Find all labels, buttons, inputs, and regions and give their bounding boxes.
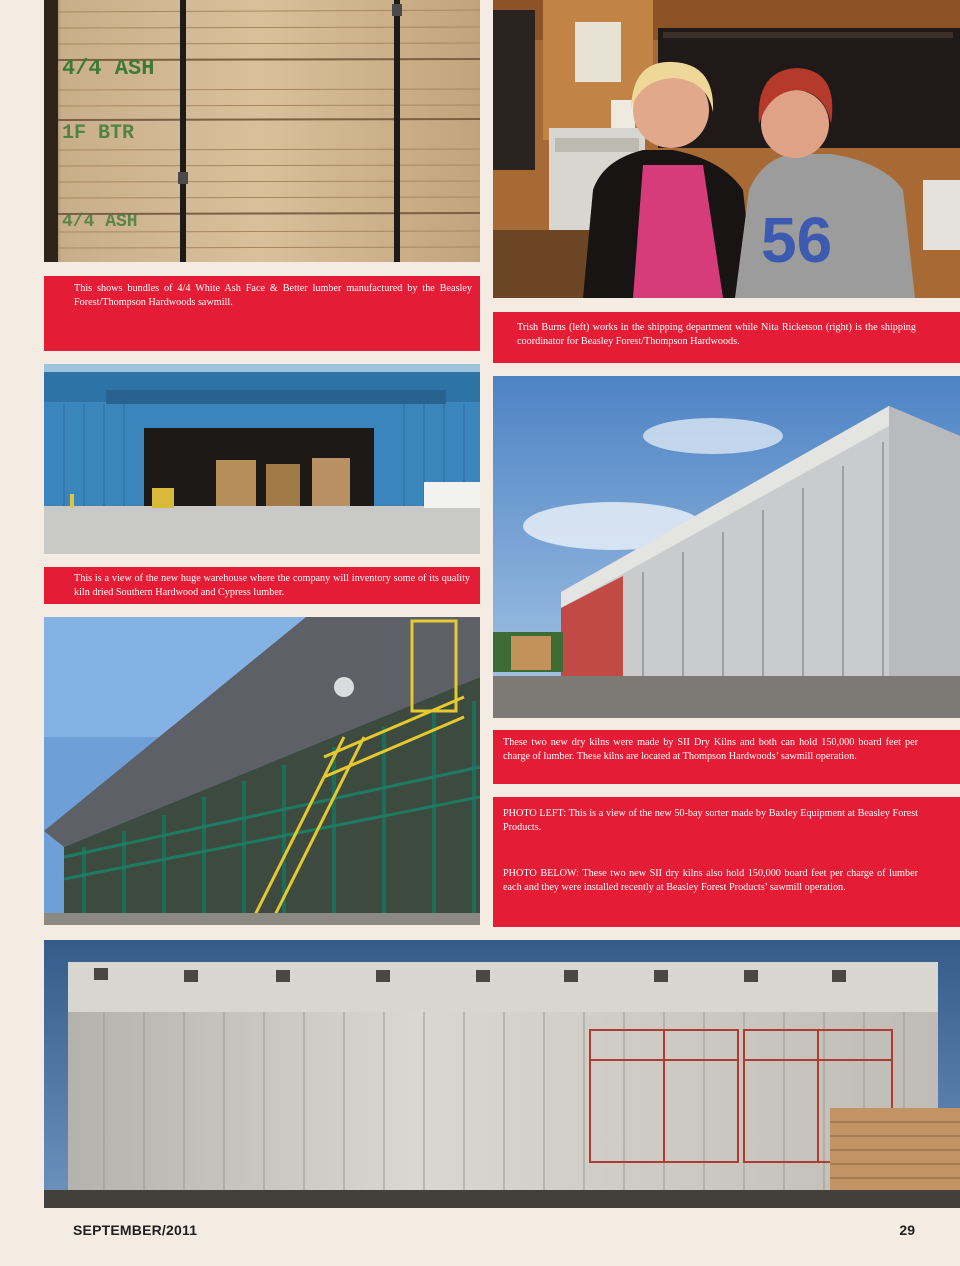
thompson-kilns-caption-text: These two new dry kilns were made by SII Dry Kilns and both can hold 150,000 board feet per charge of lumber. These kilns are located at Thompson Hardwoods’ sawmill operation. xyxy=(503,737,918,762)
page-number: 29 xyxy=(899,1222,915,1238)
beasley-kilns-photo xyxy=(44,940,960,1208)
thompson-kilns-photo xyxy=(493,376,960,718)
ash-stencil-2: 1F BTR xyxy=(62,122,135,145)
people-caption-text: Trish Burns (left) works in the shipping department while Nita Ricketson (right) is the shipping coordinator for Beasley Forest/Thompson Hardwoods. xyxy=(517,322,916,347)
sorter-caption xyxy=(493,797,960,927)
ash-stencil-3: 4/4 ASH xyxy=(62,212,138,232)
lumber-caption-text: This shows bundles of 4/4 White Ash Face & Better lumber manufactured by the Beasley Forest/Thompson Hardwoods sawmill. xyxy=(74,283,472,308)
warehouse-caption-text: This is a view of the new huge warehouse where the company will inventory some of its quality kiln dried Southern Hardwood and Cypress lumber. xyxy=(74,573,470,598)
sorter-caption-text: PHOTO LEFT: This is a view of the new 50-bay sorter made by Baxley Equipment at Beasley Forest Products. xyxy=(503,808,918,833)
sorter-photo xyxy=(44,617,480,925)
issue-date: SEPTEMBER/2011 xyxy=(73,1222,198,1238)
warehouse-caption xyxy=(44,567,480,604)
lumber-bundles-photo xyxy=(44,0,480,262)
thompson-kilns-caption xyxy=(493,730,960,784)
lumber-caption xyxy=(44,276,480,351)
shipping-staff-photo xyxy=(493,0,960,298)
shirt-number: 56 xyxy=(761,204,833,276)
warehouse-photo xyxy=(44,364,480,554)
ash-stencil-1: 4/4 ASH xyxy=(62,56,155,81)
people-caption xyxy=(493,312,960,363)
beasley-kilns-caption-text: PHOTO BELOW: These two new SII dry kilns also hold 150,000 board feet per charge of lumber each and they were installed recently at Beasley Forest Products’ sawmill operation. xyxy=(503,868,918,893)
